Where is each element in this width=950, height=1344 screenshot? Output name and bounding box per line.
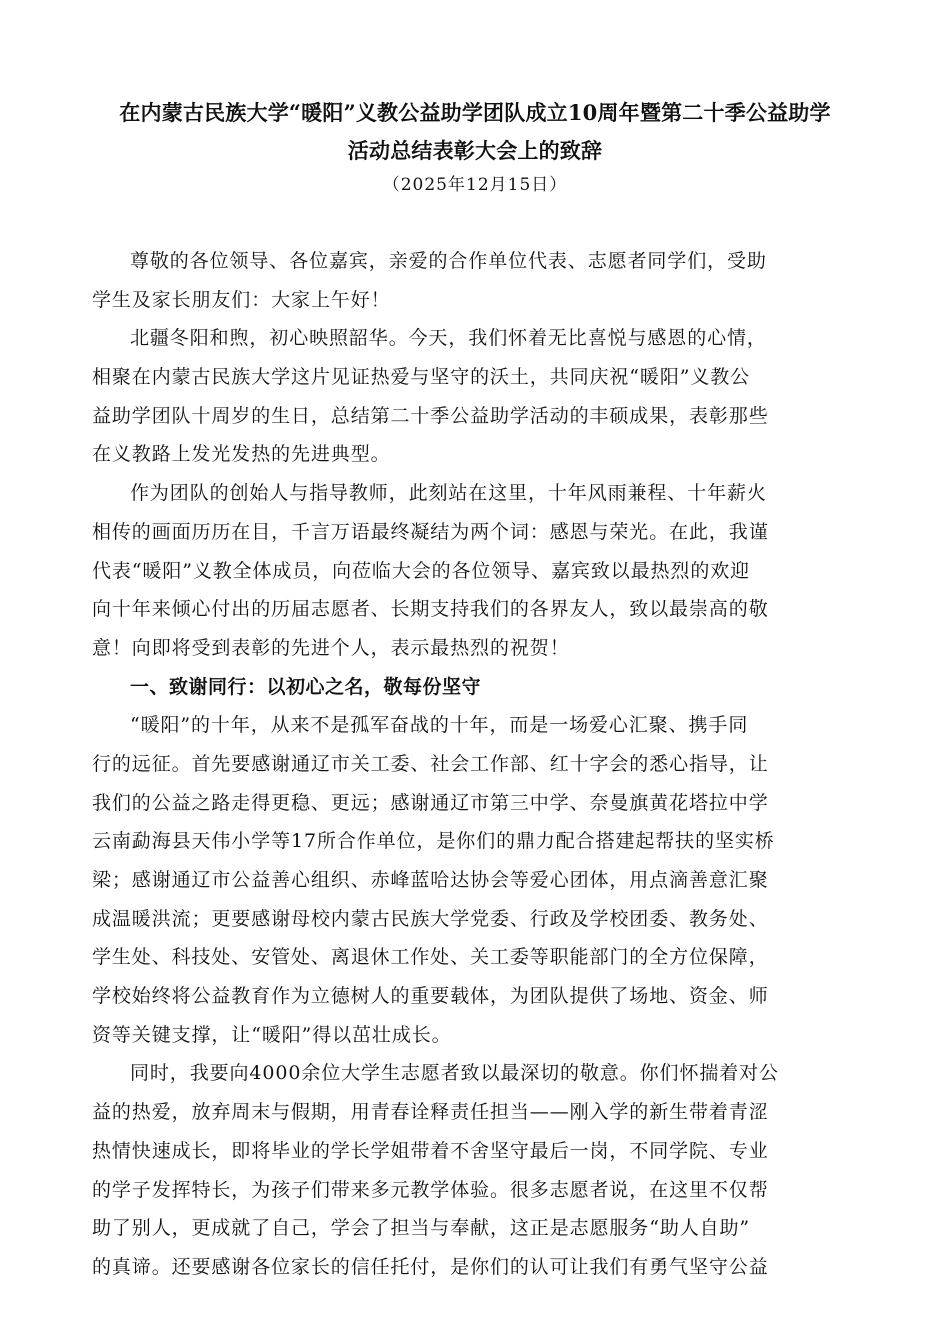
body-text-line: “暖阳”的十年，从来不是孤军奋战的十年，而是一场爱心汇聚、携手同 xyxy=(130,714,749,737)
body-text-line: 助了别人，更成就了自己，学会了担当与奉献，这正是志愿服务“助人自助” xyxy=(92,1217,751,1240)
body-text-line: 在义教路上发光发热的先进典型。 xyxy=(92,443,391,466)
body-text-line: 的真谛。还要感谢各位家长的信任托付，是你们的认可让我们有勇气坚守公益 xyxy=(92,1255,769,1278)
body-text-line: 相传的画面历历在目，千言万语最终凝结为两个词：感恩与荣光。在此，我谨 xyxy=(92,520,769,543)
body-text-line: 作为团队的创始人与指导教师，此刻站在这里，十年风雨兼程、十年薪火 xyxy=(130,482,767,505)
body-text-line: 同时，我要向4000余位大学生志愿者致以最深切的敬意。你们怀揣着对公 xyxy=(130,1062,779,1085)
body-text-line: 向十年来倾心付出的历届志愿者、长期支持我们的各界友人，致以最崇高的敬 xyxy=(92,598,769,621)
body-text-line: 北疆冬阳和煦，初心映照韶华。今天，我们怀着无比喜悦与感恩的心情， xyxy=(130,327,767,350)
body-text-line: 意！向即将受到表彰的先进个人，表示最热烈的祝贺！ xyxy=(92,636,570,659)
body-text-line: 学生及家长朋友们：大家上午好！ xyxy=(92,288,391,311)
speech-body xyxy=(92,242,867,1287)
title-line-1: 在内蒙古民族大学“暖阳”义教公益助学团队成立10周年暨第二十季公益助学 xyxy=(119,100,831,125)
body-text-line: 益的热爱，放弃周末与假期，用青春诠释责任担当——刚入学的新生带着青涩 xyxy=(92,1101,769,1124)
body-text-line: 我们的公益之路走得更稳、更远；感谢通辽市第三中学、奈曼旗黄花塔拉中学 xyxy=(92,791,769,814)
body-text-line: 尊敬的各位领导、各位嘉宾，亲爱的合作单位代表、志愿者同学们，受助 xyxy=(130,250,767,272)
body-text-line: 代表“暖阳”义教全体成员，向莅临大会的各位领导、嘉宾致以最热烈的欢迎 xyxy=(92,559,751,582)
body-text-line: 热情快速成长，即将毕业的学长学姐带着不舍坚守最后一岗，不同学院、专业 xyxy=(92,1139,769,1162)
body-text-line: 学生处、科技处、安管处、离退休工作处、关工委等职能部门的全方位保障， xyxy=(92,946,769,969)
body-text-line: 行的远征。首先要感谢通辽市关工委、社会工作部、红十字会的悉心指导，让 xyxy=(92,752,769,775)
section-heading: 一、致谢同行：以初心之名，敬每份坚守 xyxy=(130,675,482,698)
body-text-line: 梁；感谢通辽市公益善心组织、赤峰蓝哈达协会等爱心团体，用点滴善意汇聚 xyxy=(92,869,769,891)
body-text-line: 资等关键支撑，让“暖阳”得以茁壮成长。 xyxy=(92,1023,452,1046)
body-text-line: 的学子发挥特长，为孩子们带来多元教学体验。很多志愿者说，在这里不仅帮 xyxy=(92,1178,769,1201)
body-text-line: 学校始终将公益教育作为立德树人的重要载体，为团队提供了场地、资金、师 xyxy=(92,985,769,1008)
title-line-2: 活动总结表彰大会上的致辞 xyxy=(347,138,603,163)
body-text-line: 益助学团队十周岁的生日，总结第二十季公益助学活动的丰硕成果，表彰那些 xyxy=(92,404,769,427)
body-text-line: 云南勐海县天伟小学等17所合作单位，是你们的鼎力配合搭建起帮扶的坚实桥 xyxy=(92,830,775,853)
body-text-line: 相聚在内蒙古民族大学这片见证热爱与坚守的沃土，共同庆祝“暖阳”义教公 xyxy=(92,366,751,389)
speech-date: （2025年12月15日） xyxy=(382,175,568,195)
body-text-line: 成温暖洪流；更要感谢母校内蒙古民族大学党委、行政及学校团委、教务处、 xyxy=(92,907,769,930)
